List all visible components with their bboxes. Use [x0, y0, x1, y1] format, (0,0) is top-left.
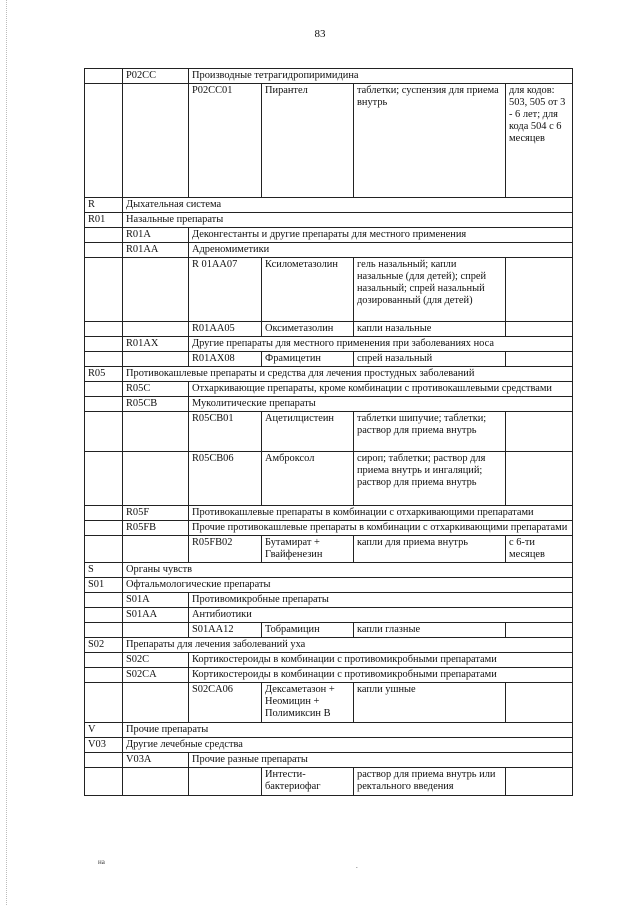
- table-cell: [123, 683, 189, 723]
- table-cell: [123, 452, 189, 506]
- table-cell: R05FB02: [189, 536, 262, 563]
- footer-mark: на: [98, 858, 105, 866]
- table-cell: Другие препараты для местного применения при заболеваниях носа: [189, 337, 573, 352]
- table-cell: [85, 536, 123, 563]
- table-cell: [506, 623, 573, 638]
- table-row: [85, 198, 573, 213]
- table-row: [85, 382, 573, 397]
- table-cell: капли глазные: [354, 623, 506, 638]
- table-cell: [506, 322, 573, 337]
- table-cell: [85, 84, 123, 198]
- table-cell: Пирантел: [262, 84, 354, 198]
- table-cell: [85, 258, 123, 322]
- table-row: [85, 337, 573, 352]
- table-cell: раствор для приема внутрь или ректального введения: [354, 768, 506, 796]
- table-cell: [85, 753, 123, 768]
- table-cell: [85, 683, 123, 723]
- table-row: [85, 243, 573, 258]
- table-cell: [123, 623, 189, 638]
- table-body: [85, 69, 573, 796]
- table-cell: Назальные препараты: [123, 213, 573, 228]
- table-cell: капли для приема внутрь: [354, 536, 506, 563]
- table-row: [85, 723, 573, 738]
- table-cell: [85, 623, 123, 638]
- table-cell: Ксилометазолин: [262, 258, 354, 322]
- table-cell: таблетки; суспензия для приема внутрь: [354, 84, 506, 198]
- table-row: [85, 352, 573, 367]
- table-cell: капли ушные: [354, 683, 506, 723]
- table-cell: R: [85, 198, 123, 213]
- table-cell: S01A: [123, 593, 189, 608]
- table-cell: [85, 412, 123, 452]
- table-row: [85, 506, 573, 521]
- table-row: [85, 768, 573, 796]
- table-cell: Органы чувств: [123, 563, 573, 578]
- table-cell: [506, 683, 573, 723]
- table-cell: с 6-ти месяцев: [506, 536, 573, 563]
- table-row: [85, 322, 573, 337]
- table-cell: [123, 412, 189, 452]
- table-cell: [85, 69, 123, 84]
- table-cell: R01: [85, 213, 123, 228]
- table-cell: Противокашлевые препараты и средства для лечения простудных заболеваний: [123, 367, 573, 382]
- table-cell: [85, 521, 123, 536]
- table-cell: Препараты для лечения заболеваний уха: [123, 638, 573, 653]
- table-cell: [85, 452, 123, 506]
- table-cell: [85, 397, 123, 412]
- table-cell: [123, 258, 189, 322]
- table-cell: Бутамират + Гвайфенезин: [262, 536, 354, 563]
- table-row: [85, 683, 573, 723]
- table-cell: Противокашлевые препараты в комбинации с отхаркивающими препаратами: [189, 506, 573, 521]
- table-cell: R05CB01: [189, 412, 262, 452]
- table-cell: Тобрамицин: [262, 623, 354, 638]
- table-cell: Фрамицетин: [262, 352, 354, 367]
- table-row: [85, 367, 573, 382]
- table-row: [85, 84, 573, 198]
- table-cell: [506, 452, 573, 506]
- table-cell: Другие лечебные средства: [123, 738, 573, 753]
- page-number: 83: [314, 28, 326, 40]
- table-cell: [506, 768, 573, 796]
- table-cell: [85, 608, 123, 623]
- table-row: [85, 69, 573, 84]
- table-row: [85, 578, 573, 593]
- table-cell: [189, 768, 262, 796]
- table-cell: S: [85, 563, 123, 578]
- table-cell: R05C: [123, 382, 189, 397]
- table-cell: гель назальный; капли назальные (для детей); спрей назальный; спрей назальный дозированный (для детей): [354, 258, 506, 322]
- table-row: [85, 623, 573, 638]
- table-cell: Дексаметазон + Неомицин + Полимиксин В: [262, 683, 354, 723]
- table-cell: [85, 768, 123, 796]
- table-cell: Дыхательная система: [123, 198, 573, 213]
- table-cell: [85, 382, 123, 397]
- table-cell: капли назальные: [354, 322, 506, 337]
- table-cell: Прочие противокашлевые препараты в комбинации с отхаркивающими препаратами: [189, 521, 573, 536]
- table-row: [85, 228, 573, 243]
- table-cell: R01A: [123, 228, 189, 243]
- table-cell: таблетки шипучие; таблетки; раствор для приема внутрь: [354, 412, 506, 452]
- table-row: [85, 452, 573, 506]
- table-cell: [85, 593, 123, 608]
- table-cell: [85, 506, 123, 521]
- table-cell: P02CC01: [189, 84, 262, 198]
- table-cell: [506, 352, 573, 367]
- table-cell: R05F: [123, 506, 189, 521]
- table-cell: S01AA12: [189, 623, 262, 638]
- table-cell: Адреномиметики: [189, 243, 573, 258]
- table-cell: Офтальмологические препараты: [123, 578, 573, 593]
- table-cell: Прочие препараты: [123, 723, 573, 738]
- table-cell: [85, 243, 123, 258]
- table-cell: [506, 412, 573, 452]
- table-cell: S02CA06: [189, 683, 262, 723]
- table-cell: R01AX: [123, 337, 189, 352]
- table-cell: Деконгестанты и другие препараты для местного применения: [189, 228, 573, 243]
- table-cell: S02C: [123, 653, 189, 668]
- table-cell: [123, 352, 189, 367]
- table-row: [85, 738, 573, 753]
- table-cell: Ацетилцистеин: [262, 412, 354, 452]
- table-cell: Муколитические препараты: [189, 397, 573, 412]
- table-cell: [85, 352, 123, 367]
- table-row: [85, 593, 573, 608]
- drug-classification-table: [84, 68, 573, 796]
- table-cell: S02: [85, 638, 123, 653]
- table-row: [85, 563, 573, 578]
- table-cell: Отхаркивающие препараты, кроме комбинации с противокашлевыми средствами: [189, 382, 573, 397]
- table-cell: R 01AA07: [189, 258, 262, 322]
- table-row: [85, 638, 573, 653]
- table-cell: Амброксол: [262, 452, 354, 506]
- table-cell: Прочие разные препараты: [189, 753, 573, 768]
- table-row: [85, 668, 573, 683]
- table-cell: сироп; таблетки; раствор для приема внутрь и ингаляций; раствор для приема внутрь: [354, 452, 506, 506]
- table-cell: Оксиметазолин: [262, 322, 354, 337]
- table-cell: R05CB06: [189, 452, 262, 506]
- table-cell: [85, 668, 123, 683]
- table-cell: [85, 228, 123, 243]
- table-cell: P02CC: [123, 69, 189, 84]
- table-cell: V: [85, 723, 123, 738]
- table-cell: [85, 653, 123, 668]
- table-cell: R01AA05: [189, 322, 262, 337]
- table-cell: S02CA: [123, 668, 189, 683]
- table-cell: Кортикостероиды в комбинации с противомикробными препаратами: [189, 668, 573, 683]
- table-row: [85, 213, 573, 228]
- table-cell: [123, 768, 189, 796]
- table-cell: для кодов: 503, 505 от 3 - 6 лет; для кода 504 с 6 месяцев: [506, 84, 573, 198]
- table-cell: [123, 536, 189, 563]
- table-cell: Кортикостероиды в комбинации с противомикробными препаратами: [189, 653, 573, 668]
- table-cell: V03: [85, 738, 123, 753]
- table-cell: Антибиотики: [189, 608, 573, 623]
- table-cell: [85, 337, 123, 352]
- table-row: [85, 521, 573, 536]
- binding-edge-line: [6, 0, 7, 905]
- table-cell: R05: [85, 367, 123, 382]
- table-cell: [506, 258, 573, 322]
- table-row: [85, 536, 573, 563]
- table-cell: Интести-бактериофаг: [262, 768, 354, 796]
- table-cell: R01AA: [123, 243, 189, 258]
- table-cell: R05FB: [123, 521, 189, 536]
- footer-dot: .: [356, 862, 358, 870]
- table-cell: [85, 322, 123, 337]
- table-cell: R05CB: [123, 397, 189, 412]
- table-cell: Противомикробные препараты: [189, 593, 573, 608]
- table-cell: [123, 322, 189, 337]
- table-row: [85, 412, 573, 452]
- table-cell: V03A: [123, 753, 189, 768]
- table-row: [85, 653, 573, 668]
- table-row: [85, 397, 573, 412]
- table-cell: Производные тетрагидропиримидина: [189, 69, 573, 84]
- table-row: [85, 258, 573, 322]
- table-cell: спрей назальный: [354, 352, 506, 367]
- table-cell: [123, 84, 189, 198]
- table-row: [85, 753, 573, 768]
- table-cell: R01AX08: [189, 352, 262, 367]
- table-cell: S01AA: [123, 608, 189, 623]
- table-cell: S01: [85, 578, 123, 593]
- table-row: [85, 608, 573, 623]
